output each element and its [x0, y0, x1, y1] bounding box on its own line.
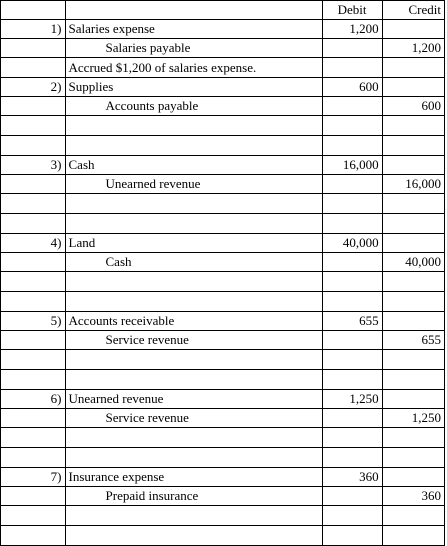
entry-number: 3): [1, 156, 66, 175]
journal-row-debit: [1, 312, 445, 331]
empty-number-cell: [1, 214, 66, 234]
empty-credit-cell: [382, 428, 444, 448]
journal-row-debit: [1, 390, 445, 409]
empty-credit-cell: [382, 20, 444, 39]
empty-credit-cell: [382, 468, 444, 487]
empty-debit-cell: [322, 292, 382, 312]
debit-account: Cash: [65, 156, 322, 175]
entry-number: 5): [1, 312, 66, 331]
debit-account: Salaries expense: [65, 20, 322, 39]
spacer-row: [1, 428, 445, 448]
credit-amount: 655: [382, 331, 444, 350]
empty-number-cell: [1, 428, 66, 448]
empty-number-cell: [1, 136, 66, 156]
spacer-row: [1, 370, 445, 390]
empty-number-cell: [1, 272, 66, 292]
spacer-row: [1, 272, 445, 292]
empty-credit-cell: [382, 194, 444, 214]
empty-debit-cell: [322, 214, 382, 234]
empty-credit-cell: [382, 156, 444, 175]
credit-account: Salaries payable: [65, 39, 322, 58]
entry-number: 2): [1, 78, 66, 97]
credit-amount: 600: [382, 97, 444, 116]
empty-account-cell: [65, 116, 322, 136]
journal-row-credit: [1, 39, 445, 58]
credit-amount: 40,000: [382, 253, 444, 272]
empty-account-cell: [65, 292, 322, 312]
empty-number-cell: [1, 253, 66, 272]
empty-credit-cell: [382, 526, 444, 546]
debit-amount: 655: [322, 312, 382, 331]
debit-account: Insurance expense: [65, 468, 322, 487]
journal-row-credit: [1, 97, 445, 116]
empty-credit-cell: [382, 136, 444, 156]
empty-account-cell: [65, 506, 322, 526]
empty-debit-cell: [322, 253, 382, 272]
credit-account: Unearned revenue: [65, 175, 322, 194]
credit-amount: 360: [382, 487, 444, 506]
empty-debit-cell: [322, 448, 382, 468]
entry-number: 6): [1, 390, 66, 409]
empty-debit-cell: [322, 58, 382, 78]
empty-number-cell: [1, 350, 66, 370]
credit-amount: 16,000: [382, 175, 444, 194]
empty-credit-cell: [382, 370, 444, 390]
empty-number-cell: [1, 487, 66, 506]
empty-credit-cell: [382, 234, 444, 253]
empty-number-cell: [1, 175, 66, 194]
debit-amount: 1,200: [322, 20, 382, 39]
empty-number-cell: [1, 448, 66, 468]
credit-amount: 1,200: [382, 39, 444, 58]
header-row: [1, 1, 445, 20]
empty-debit-cell: [322, 97, 382, 116]
empty-account-cell: [65, 214, 322, 234]
credit-account: Service revenue: [65, 331, 322, 350]
empty-debit-cell: [322, 487, 382, 506]
journal-row-debit: [1, 234, 445, 253]
debit-amount: 600: [322, 78, 382, 97]
journal-row-credit: [1, 175, 445, 194]
debit-amount: 1,250: [322, 390, 382, 409]
empty-debit-cell: [322, 331, 382, 350]
empty-account-cell: [65, 350, 322, 370]
header-cell-number: [1, 1, 66, 20]
empty-credit-cell: [382, 350, 444, 370]
empty-credit-cell: [382, 272, 444, 292]
journal-row-credit: [1, 253, 445, 272]
spacer-row: [1, 214, 445, 234]
debit-account: Supplies: [65, 78, 322, 97]
empty-debit-cell: [322, 428, 382, 448]
debit-amount: 40,000: [322, 234, 382, 253]
spacer-row: [1, 194, 445, 214]
empty-debit-cell: [322, 39, 382, 58]
empty-number-cell: [1, 331, 66, 350]
empty-credit-cell: [382, 116, 444, 136]
empty-debit-cell: [322, 272, 382, 292]
empty-account-cell: [65, 370, 322, 390]
journal-row-debit: [1, 78, 445, 97]
empty-number-cell: [1, 194, 66, 214]
empty-debit-cell: [322, 526, 382, 546]
entry-note: Accrued $1,200 of salaries expense.: [65, 58, 322, 78]
empty-debit-cell: [322, 136, 382, 156]
empty-credit-cell: [382, 448, 444, 468]
empty-account-cell: [65, 448, 322, 468]
spacer-row: [1, 292, 445, 312]
empty-debit-cell: [322, 370, 382, 390]
spacer-row: [1, 136, 445, 156]
empty-account-cell: [65, 194, 322, 214]
journal-row-debit: [1, 20, 445, 39]
empty-credit-cell: [382, 390, 444, 409]
empty-number-cell: [1, 39, 66, 58]
note-row: [1, 58, 445, 78]
credit-account: Cash: [65, 253, 322, 272]
empty-credit-cell: [382, 506, 444, 526]
empty-credit-cell: [382, 214, 444, 234]
spacer-row: [1, 526, 445, 546]
empty-debit-cell: [322, 409, 382, 428]
empty-account-cell: [65, 526, 322, 546]
debit-amount: 16,000: [322, 156, 382, 175]
journal-row-credit: [1, 409, 445, 428]
spacer-row: [1, 506, 445, 526]
empty-account-cell: [65, 428, 322, 448]
empty-number-cell: [1, 116, 66, 136]
journal-row-debit: [1, 468, 445, 487]
debit-account: Unearned revenue: [65, 390, 322, 409]
credit-account: Accounts payable: [65, 97, 322, 116]
debit-account: Land: [65, 234, 322, 253]
journal-row-debit: [1, 156, 445, 175]
empty-number-cell: [1, 58, 66, 78]
empty-credit-cell: [382, 58, 444, 78]
credit-header: Credit: [382, 1, 444, 20]
spacer-row: [1, 350, 445, 370]
credit-account: Prepaid insurance: [65, 487, 322, 506]
debit-amount: 360: [322, 468, 382, 487]
credit-amount: 1,250: [382, 409, 444, 428]
empty-debit-cell: [322, 175, 382, 194]
header-cell-account: [65, 1, 322, 20]
empty-number-cell: [1, 292, 66, 312]
empty-account-cell: [65, 272, 322, 292]
empty-credit-cell: [382, 292, 444, 312]
empty-account-cell: [65, 136, 322, 156]
empty-credit-cell: [382, 78, 444, 97]
spacer-row: [1, 448, 445, 468]
debit-header: Debit: [322, 1, 382, 20]
entry-number: 4): [1, 234, 66, 253]
empty-debit-cell: [322, 194, 382, 214]
empty-number-cell: [1, 526, 66, 546]
journal-row-credit: [1, 487, 445, 506]
debit-account: Accounts receivable: [65, 312, 322, 331]
empty-number-cell: [1, 370, 66, 390]
empty-credit-cell: [382, 312, 444, 331]
empty-number-cell: [1, 97, 66, 116]
entry-number: 1): [1, 20, 66, 39]
journal-row-credit: [1, 331, 445, 350]
empty-debit-cell: [322, 116, 382, 136]
entry-number: 7): [1, 468, 66, 487]
credit-account: Service revenue: [65, 409, 322, 428]
spacer-row: [1, 116, 445, 136]
empty-debit-cell: [322, 350, 382, 370]
empty-number-cell: [1, 506, 66, 526]
empty-number-cell: [1, 409, 66, 428]
empty-debit-cell: [322, 506, 382, 526]
